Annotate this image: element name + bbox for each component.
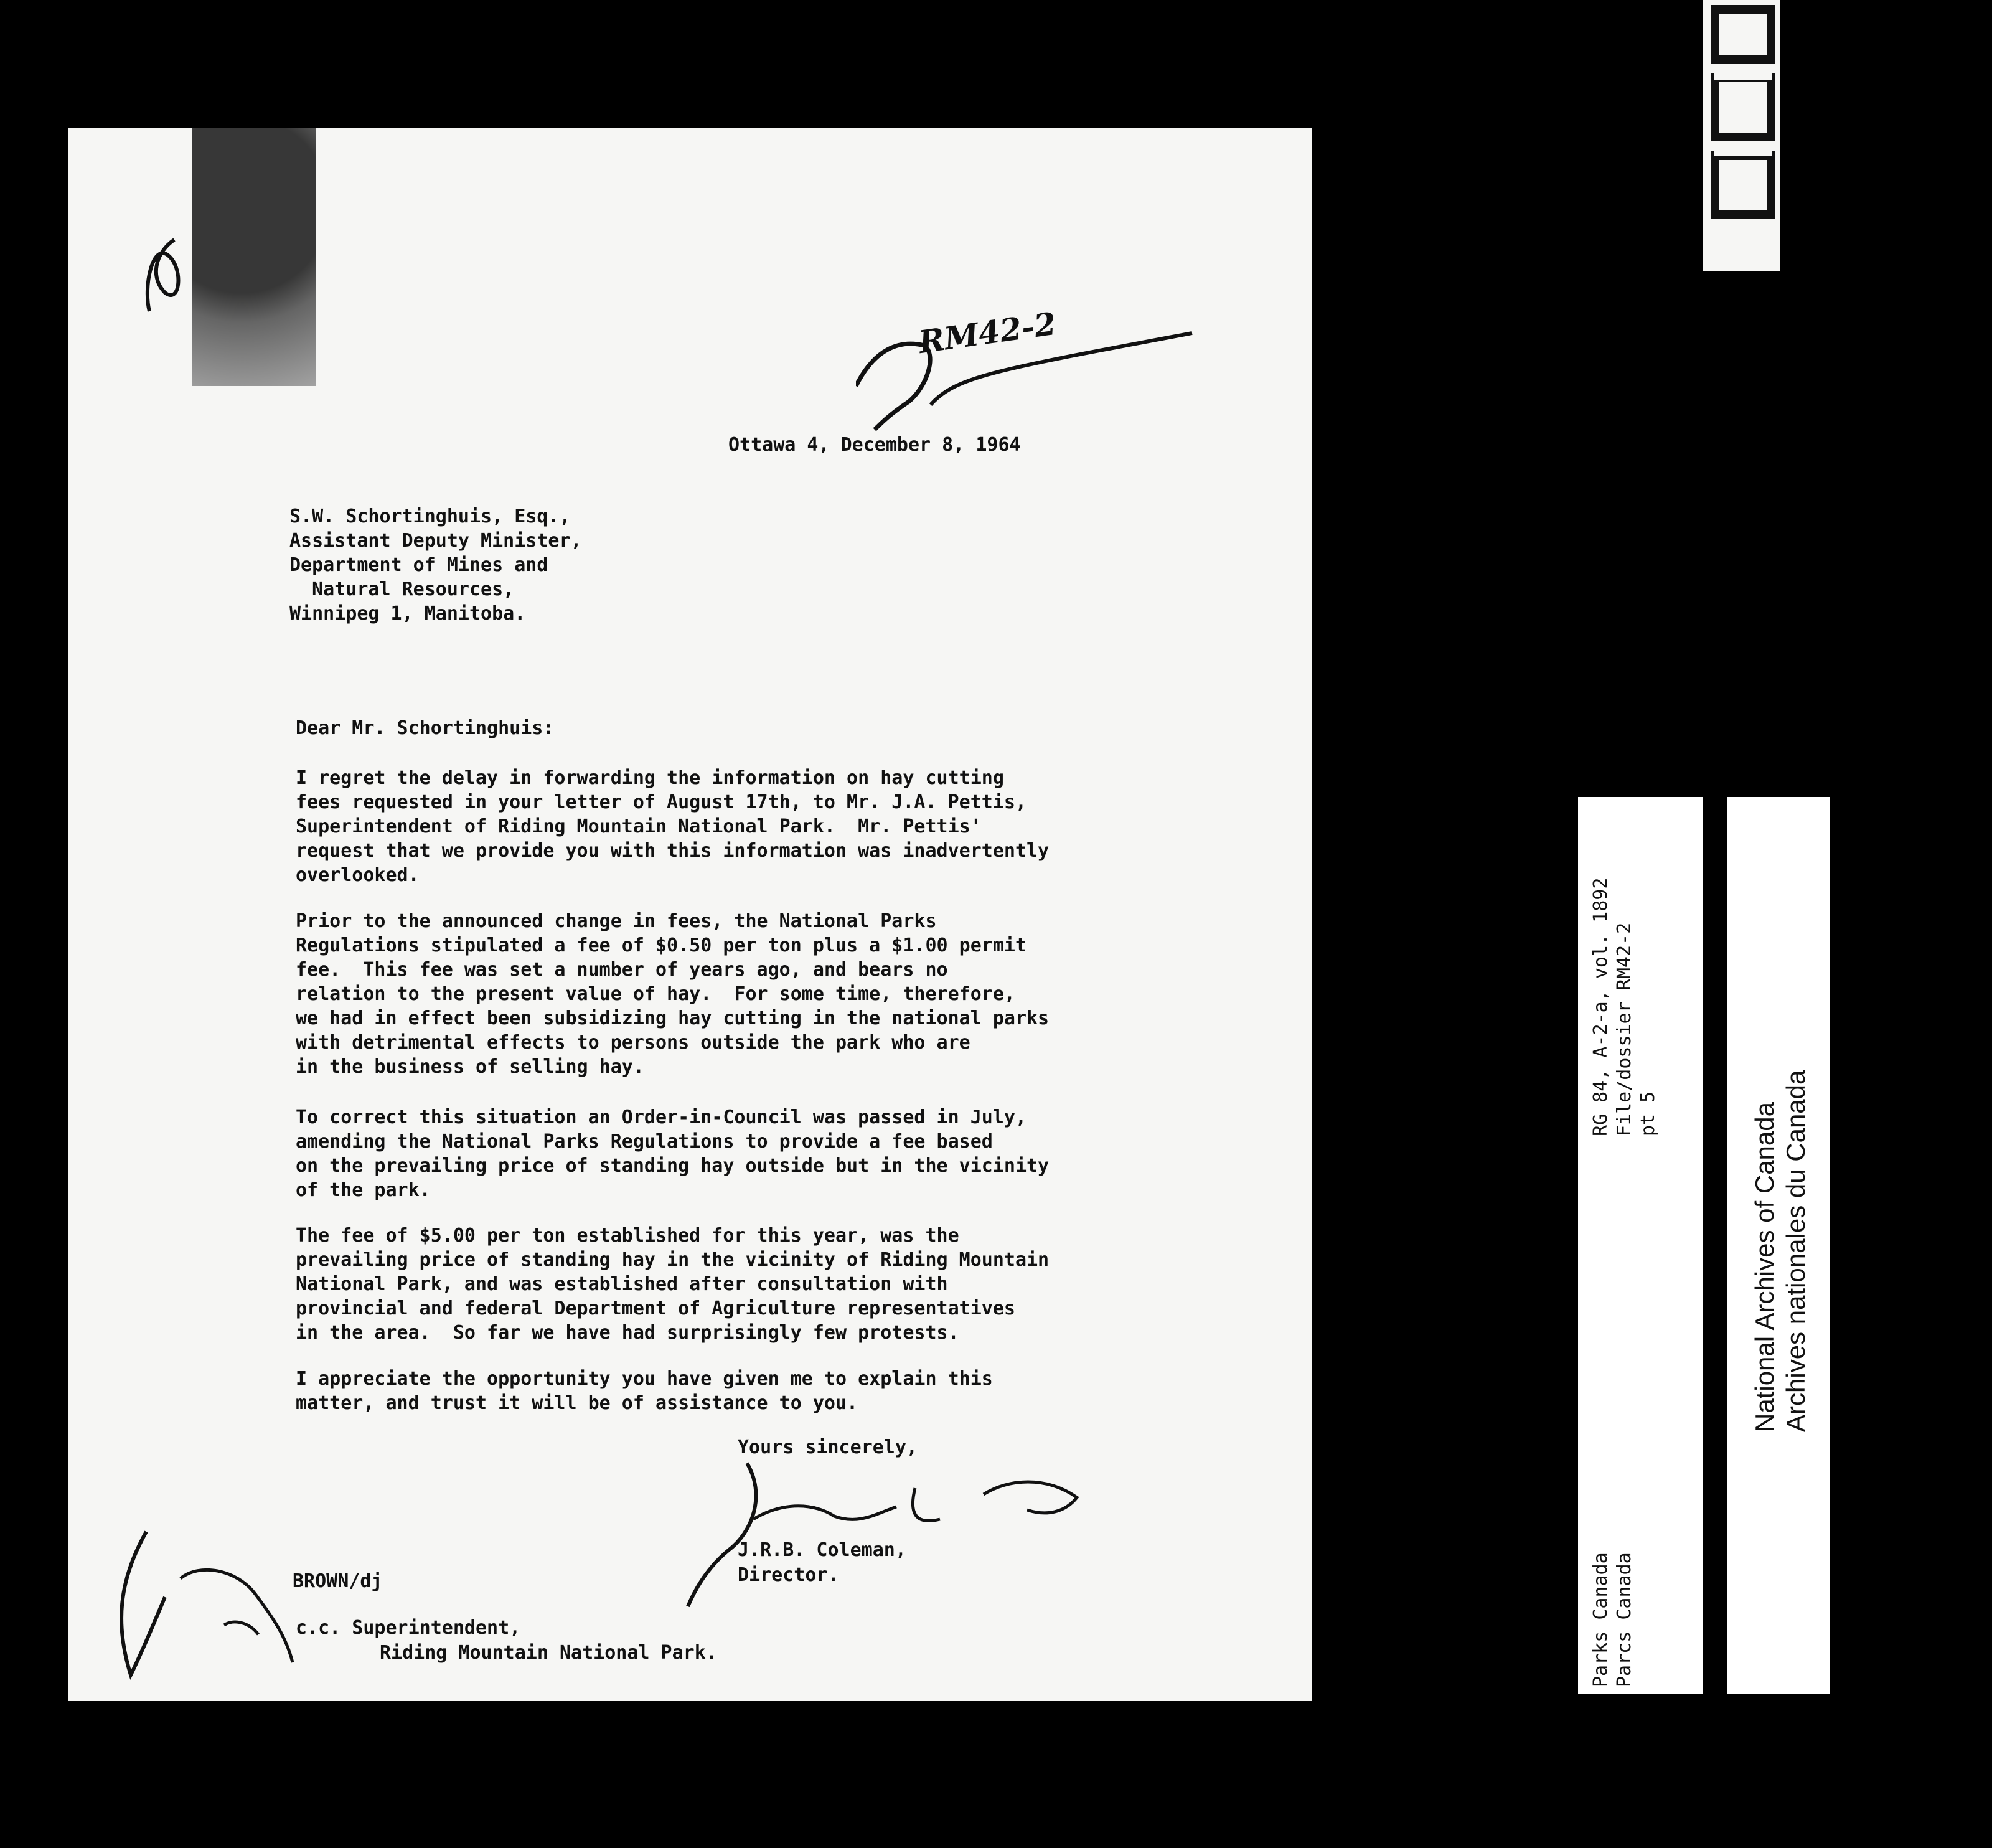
reference-label-line-2: File/dossier RM42-2: [1614, 922, 1635, 1136]
address-line-1: S.W. Schortinghuis, Esq.,: [289, 506, 571, 527]
handwritten-initials-bottom-left: [106, 1519, 311, 1706]
typist-initials: BROWN/dj: [293, 1570, 383, 1592]
file-reference-text: RM42-2: [916, 304, 1058, 361]
reference-label-line-1: RG 84, A-2-a, vol. 1892: [1590, 877, 1612, 1136]
cc-line-2: Riding Mountain National Park.: [380, 1642, 717, 1664]
signer-name: J.R.B. Coleman,: [738, 1539, 906, 1561]
parks-label-line-2: Parcs Canada: [1614, 1552, 1635, 1687]
address-line-3: Department of Mines and: [289, 554, 548, 576]
salutation: Dear Mr. Schortinghuis:: [296, 717, 555, 739]
frame-counter-marks: [1703, 0, 1780, 271]
body-paragraph-5: I appreciate the opportunity you have given me to explain this matter, and trust it will be of assistance to you.: [296, 1368, 993, 1414]
address-line-2: Assistant Deputy Minister,: [289, 530, 582, 552]
parks-label-line-1: Parks Canada: [1590, 1552, 1612, 1687]
archives-label-line-1: National Archives of Canada: [1750, 1102, 1779, 1432]
national-archives-label: [1727, 797, 1830, 1694]
archives-label-line-2: Archives nationales du Canada: [1781, 1070, 1810, 1432]
cc-line-1: c.c. Superintendent,: [296, 1617, 521, 1639]
body-paragraph-3: To correct this situation an Order-in-Council was passed in July, amending the National Parks Regulations to provide a fee based on the prevailing price of standing hay outside but in the vicinity of the park.: [296, 1106, 1050, 1201]
director-signature: [672, 1451, 1096, 1619]
dateline: Ottawa 4, December 8, 1964: [728, 434, 1021, 456]
body-paragraph-1: I regret the delay in forwarding the information on hay cutting fees requested in your letter of August 17th, to Mr. J.A. Pettis, Superintendent of Riding Mountain National Park. Mr. Pettis' request that we provide you with this information was inadvertently overlooked.: [296, 767, 1050, 886]
address-line-5: Winnipeg 1, Manitoba.: [289, 603, 526, 625]
tape-stain: [192, 128, 316, 386]
reference-label-line-3: pt 5: [1637, 1091, 1659, 1136]
handwritten-mark-top-left: [131, 230, 193, 324]
address-line-4: Natural Resources,: [289, 578, 515, 600]
archive-reference-label: [1578, 797, 1703, 1694]
body-paragraph-4: The fee of $5.00 per ton established for this year, was the prevailing price of standing hay in the vicinity of Riding Mountain National Park, and was established after consultation with provincial and federal Department of Agriculture representatives in the area. So far we have had surprisingly few protests.: [296, 1225, 1050, 1344]
film-frame-counter-strip: [1703, 0, 1780, 271]
closing: Yours sincerely,: [738, 1436, 918, 1458]
body-paragraph-2: Prior to the announced change in fees, the National Parks Regulations stipulated a fee of $0.50 per ton plus a $1.00 permit fee. This fee was set a number of years ago, and bears no relation to the present value of hay. For some time, therefore, we had in effect been subsidizing hay cutting in the national parks with detrimental effects to persons outside the park who are in the business of selling hay.: [296, 910, 1050, 1078]
signer-title: Director.: [738, 1564, 839, 1586]
